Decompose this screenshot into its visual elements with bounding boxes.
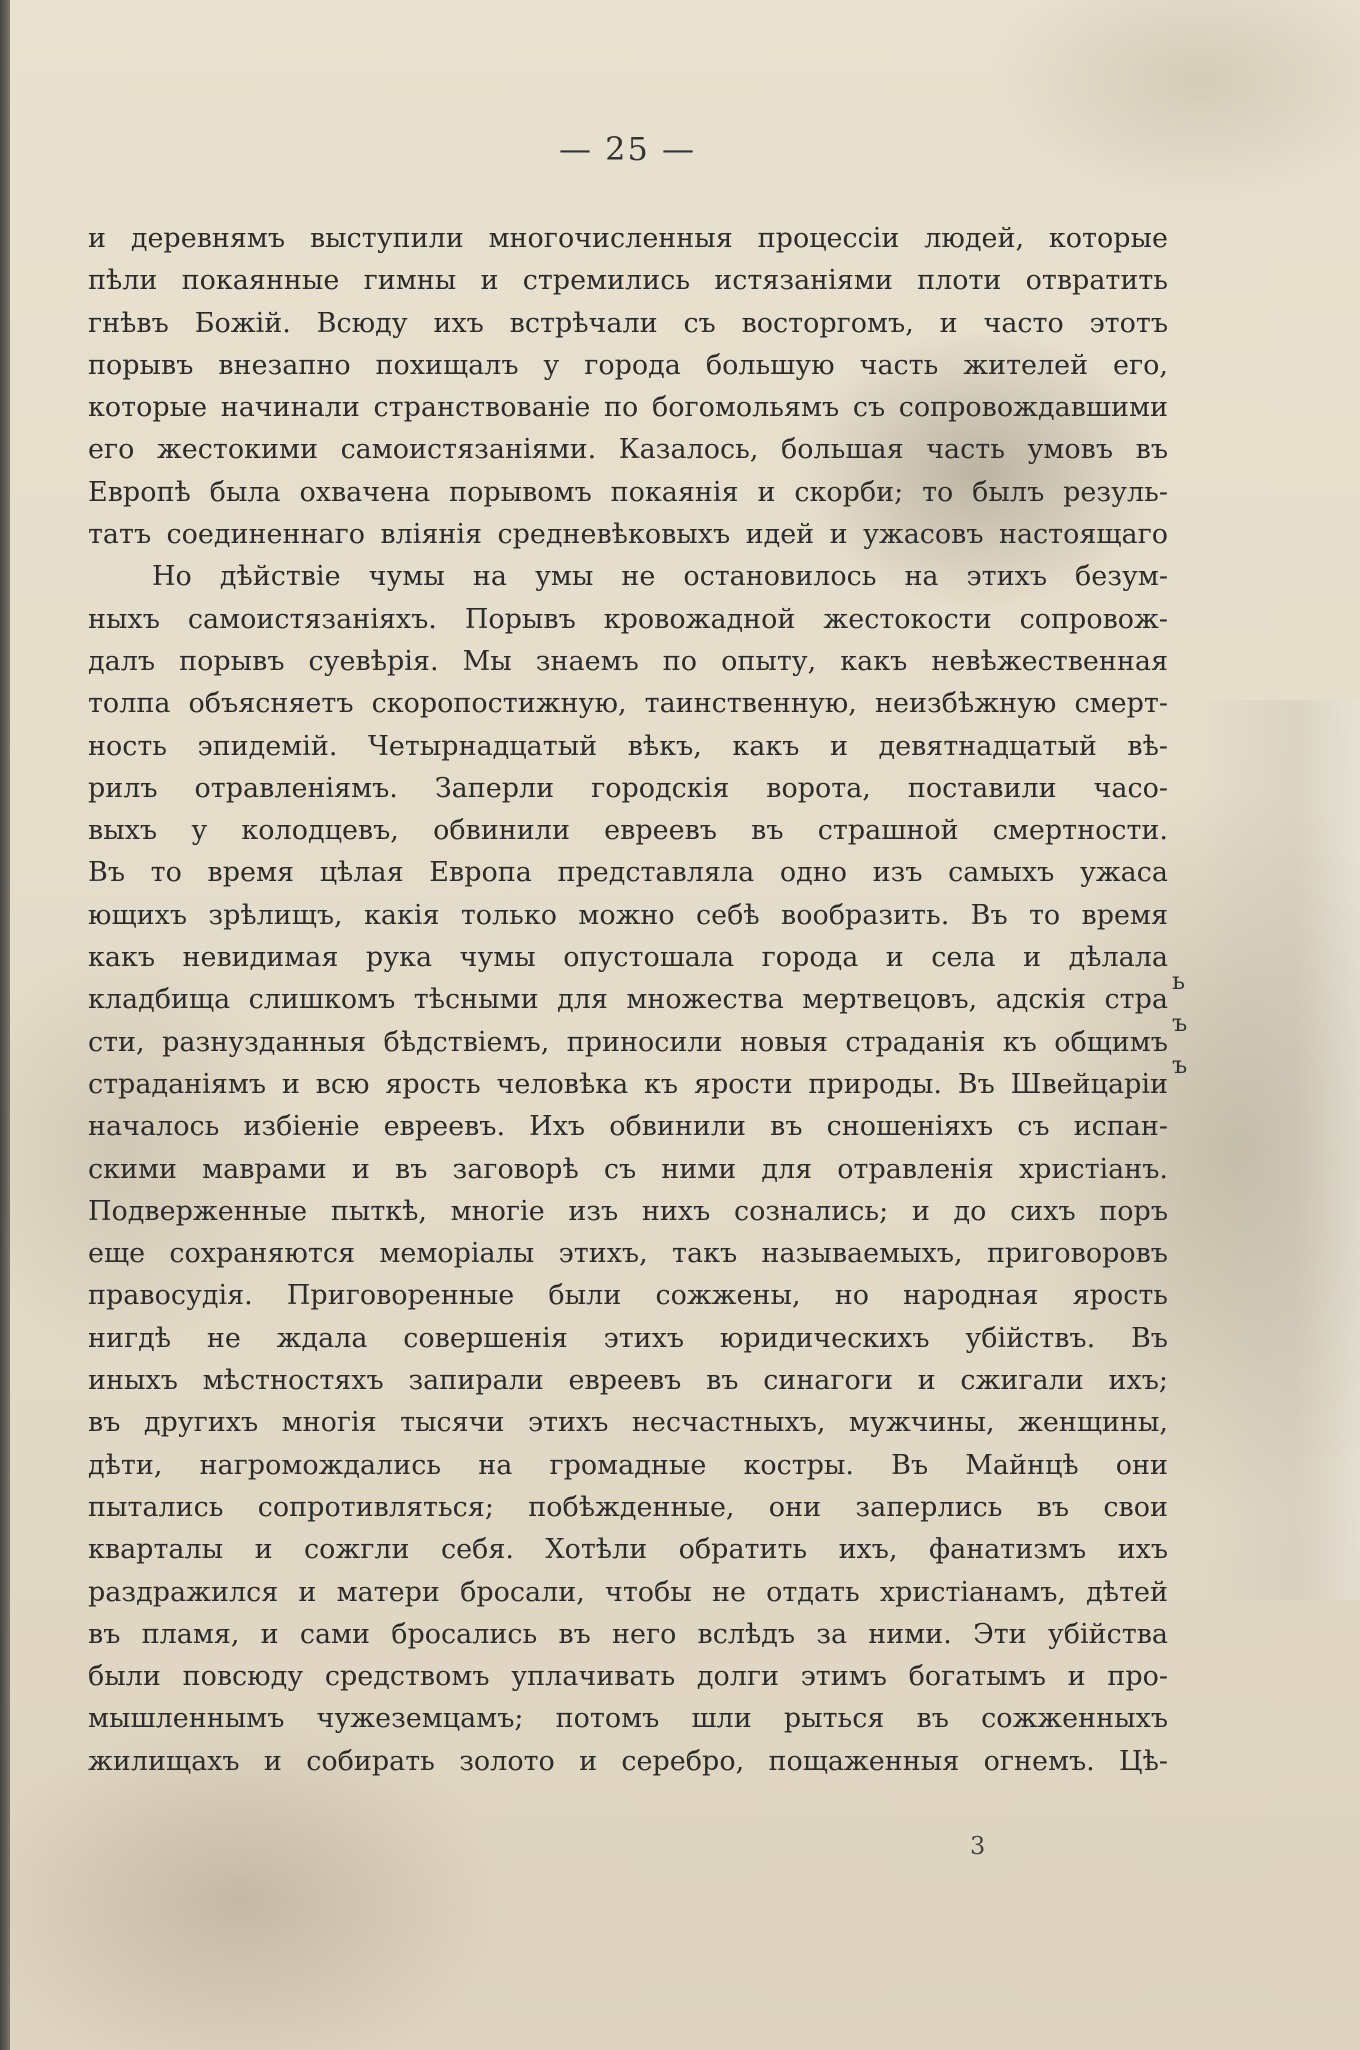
text-line: были повсюду средствомъ уплачивать долги этимъ богатымъ и про- xyxy=(88,1661,1168,1693)
text-line: и деревнямъ выступили многочисленныя процессіи людей, которые xyxy=(88,223,1168,254)
text-line: Европѣ была охвачена порывомъ покаянія и скорби; то былъ резуль- xyxy=(88,476,1168,508)
margin-glyph: ъ xyxy=(1172,1009,1188,1037)
body-text xyxy=(88,218,1168,1783)
margin-glyphs xyxy=(1172,960,1212,1086)
text-line: ющихъ зрѣлищъ, какія только можно себѣ вообразить. Въ то время xyxy=(88,899,1168,931)
text-line: далъ порывъ суевѣрія. Мы знаемъ по опыту, какъ невѣжественная xyxy=(88,645,1168,677)
text-line: пытались сопротивляться; побѣжденные, они заперлись въ свои xyxy=(88,1491,1168,1523)
text-line: выхъ у колодцевъ, обвинили евреевъ въ страшной смертности. xyxy=(88,815,1168,847)
text-line: еще сохраняются меморіалы этихъ, такъ называемыхъ, приговоровъ xyxy=(88,1238,1168,1270)
text-line: ныхъ самоистязаніяхъ. Порывъ кровожадной жестокости сопровож- xyxy=(88,603,1168,635)
text-line: Въ то время цѣлая Европа представляла одно изъ самыхъ ужаса xyxy=(88,857,1168,889)
text-line: рилъ отравленіямъ. Заперли городскія ворота, поставили часо- xyxy=(88,772,1168,804)
text-line: иныхъ мѣстностяхъ запирали евреевъ въ синагоги и сжигали ихъ; xyxy=(88,1365,1168,1397)
text-line: толпа объясняетъ скоропостижную, таинственную, неизбѣжную смерт- xyxy=(88,688,1168,720)
text-line: въ пламя, и сами бросались въ него вслѣдъ за ними. Эти убійства xyxy=(88,1618,1168,1650)
text-line: мышленнымъ чужеземцамъ; потомъ шли рыться въ сожженныхъ xyxy=(88,1703,1168,1735)
paper-crease xyxy=(1200,700,1360,1600)
text-line: раздражился и матери бросали, чтобы не отдать христіанамъ, дѣтей xyxy=(88,1576,1168,1608)
text-line: началось избіеніе евреевъ. Ихъ обвинили въ сношеніяхъ съ испан- xyxy=(88,1111,1168,1143)
text-line: дѣти, нагромождались на громадные костры. Въ Майнцѣ они xyxy=(88,1449,1168,1481)
text-line: скими маврами и въ заговорѣ съ ними для отравленія христіанъ. xyxy=(88,1153,1168,1185)
text-line: кварталы и сожгли себя. Хотѣли обратить ихъ, фанатизмъ ихъ xyxy=(88,1534,1168,1566)
text-line: татъ соединеннаго вліянія средневѣковыхъ идей и ужасовъ настоящаго xyxy=(88,519,1168,551)
text-line: сти, разнузданныя бѣдствіемъ, приносили новыя страданія къ общимъ xyxy=(88,1026,1168,1058)
signature-mark: 3 xyxy=(970,1832,986,1860)
text-line: которые начинали странствованіе по богомольямъ съ сопровождавшими xyxy=(88,392,1168,424)
text-line: гнѣвъ Божій. Всюду ихъ встрѣчали съ восторгомъ, и часто этотъ xyxy=(88,307,1168,339)
text-line: какъ невидимая рука чумы опустошала города и села и дѣлала xyxy=(88,942,1168,974)
margin-glyph: ъ xyxy=(1172,1051,1188,1079)
text-line: Подверженные пыткѣ, многіе изъ нихъ сознались; и до сихъ поръ xyxy=(88,1195,1168,1227)
text-line: Но дѣйствіе чумы на умы не остановилось на этихъ безум- xyxy=(152,561,1168,593)
text-line: ность эпидемій. Четырнадцатый вѣкъ, какъ и девятнадцатый вѣ- xyxy=(88,730,1168,762)
text-line: кладбища слишкомъ тѣсными для множества мертвецовъ, адскія стра xyxy=(88,984,1168,1016)
text-line: правосудія. Приговоренные были сожжены, но народная ярость xyxy=(88,1280,1168,1312)
page-number: — 25 — xyxy=(558,130,697,168)
text-line: порывъ внезапно похищалъ у города большую часть жителей его, xyxy=(88,349,1168,381)
text-line: страданіямъ и всю ярость человѣка къ ярости природы. Въ Швейцаріи xyxy=(88,1068,1168,1100)
text-line: жилищахъ и собирать золото и серебро, пощаженныя огнемъ. Цѣ- xyxy=(88,1745,1168,1777)
text-line: въ другихъ многія тысячи этихъ несчастныхъ, мужчины, женщины, xyxy=(88,1407,1168,1439)
page-edge-shadow xyxy=(0,0,10,2050)
margin-glyph: ь xyxy=(1172,967,1186,995)
text-line: пѣли покаянные гимны и стремились истязаніями плоти отвратить xyxy=(88,265,1168,297)
text-line: его жестокими самоистязаніями. Казалось, большая часть умовъ въ xyxy=(88,434,1168,466)
text-line: нигдѣ не ждала совершенія этихъ юридическихъ убійствъ. Въ xyxy=(88,1322,1168,1354)
